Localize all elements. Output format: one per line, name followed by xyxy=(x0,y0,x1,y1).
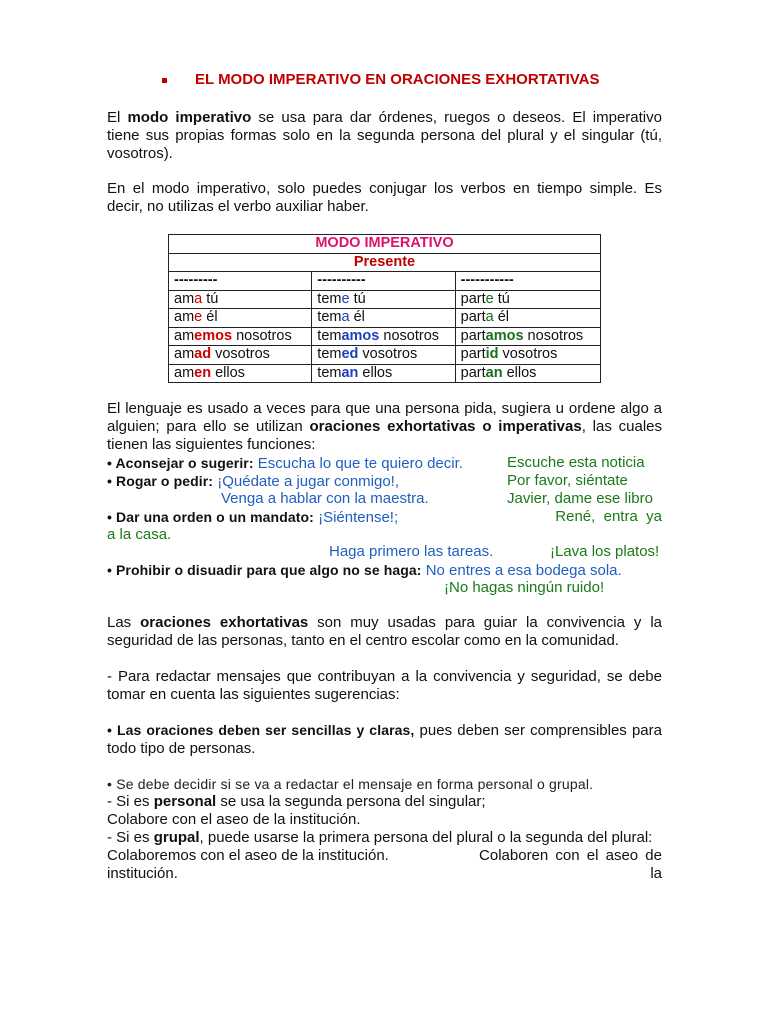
example-maestra: Venga a hablar con la maestra. xyxy=(221,490,429,507)
line-personal: - Si es personal se usa la segunda persona del singular; xyxy=(107,793,486,810)
paragraph-convivencia: Las oraciones exhortativas son muy usadas para guiar la convivencia y la seguridad de las personas, tanto en el centro escolar como en la comunidad. xyxy=(107,614,662,649)
table-cell: ame él xyxy=(169,309,312,328)
table-cell: partan ellos xyxy=(455,364,600,383)
table-cell: parta él xyxy=(455,309,600,328)
document-title xyxy=(162,71,599,88)
example-colaboren-cont: institución. xyxy=(107,865,178,882)
table-subtitle: Presente xyxy=(169,253,601,272)
line-grupal: - Si es grupal, puede usarse la primera persona del plural o la segunda del plural: xyxy=(107,829,653,846)
square-bullet-icon xyxy=(162,78,167,83)
table-cell: parte tú xyxy=(455,290,600,309)
example-escuche: Escuche esta noticia xyxy=(507,454,645,471)
example-sientate: Por favor, siéntate xyxy=(507,472,628,489)
paragraph-intro: El modo imperativo se usa para dar órdenes, ruegos o deseos. El imperativo tiene sus propias formas solo en la segunda persona del plural y el singular (tú, vosotros). xyxy=(107,109,662,162)
term-oraciones-exhortativas: oraciones exhortativas o imperativas xyxy=(309,418,582,435)
table-row xyxy=(169,364,601,383)
title-text: EL MODO IMPERATIVO EN ORACIONES EXHORTATIVAS xyxy=(195,71,600,88)
table-cell: amad vosotros xyxy=(169,346,312,365)
example-libro: Javier, dame ese libro xyxy=(507,490,653,507)
example-colabore: Colabore con el aseo de la institución. xyxy=(107,811,361,828)
term-modo-imperativo: modo imperativo xyxy=(127,109,252,126)
example-tareas: Haga primero las tareas. xyxy=(329,543,494,560)
table-cell: teman ellos xyxy=(312,364,455,383)
function-prohibir: • Prohibir o disuadir para que algo no se haga: No entres a esa bodega sola. xyxy=(107,562,622,579)
function-rogar: • Rogar o pedir: ¡Quédate a jugar conmigo!, xyxy=(107,473,400,490)
table-cell: ama tú xyxy=(169,290,312,309)
paragraph-tiempo-simple: En el modo imperativo, solo puedes conjugar los verbos en tiempo simple. Es decir, no utilizas el verbo auxiliar haber. xyxy=(107,180,662,215)
table-row xyxy=(169,327,601,346)
table-cell: amen ellos xyxy=(169,364,312,383)
suggestion-decidir: • Se debe decidir si se va a redactar el mensaje en forma personal o grupal. xyxy=(107,776,594,792)
table-row xyxy=(169,290,601,309)
term-oraciones-exhortativas-2: oraciones exhortativas xyxy=(140,614,309,631)
table-title: MODO IMPERATIVO xyxy=(169,235,601,254)
paragraph-sencillas: • Las oraciones deben ser sencillas y claras, pues deben ser comprensibles para todo tipo de personas. xyxy=(107,722,662,757)
table-cell: tema él xyxy=(312,309,455,328)
table-row: --------- ---------- ----------- xyxy=(169,272,601,291)
example-rene-cont: a la casa. xyxy=(107,526,172,543)
example-colaboremos: Colaboremos con el aseo de la institución. xyxy=(107,847,389,864)
paragraph-exhortativas-intro: El lenguaje es usado a veces para que una persona pida, sugiera u ordene algo a alguien; para ello se utilizan oraciones exhortativas o imperativas, las cuales tienen las siguientes funciones: xyxy=(107,400,662,453)
table-row xyxy=(169,309,601,328)
conjugation-table xyxy=(168,234,601,383)
table-row xyxy=(169,346,601,365)
example-rene: René, entra ya xyxy=(555,508,662,525)
example-platos: ¡Lava los platos! xyxy=(550,543,660,560)
function-aconsejar: • Aconsejar o sugerir: Escucha lo que te quiero decir. xyxy=(107,455,463,472)
table-cell: partamos nosotros xyxy=(455,327,600,346)
table-cell: partid vosotros xyxy=(455,346,600,365)
table-cell: amemos nosotros xyxy=(169,327,312,346)
table-cell: temed vosotros xyxy=(312,346,455,365)
example-colaboren: Colaboren con el aseo de la xyxy=(479,847,662,882)
table-cell: teme tú xyxy=(312,290,455,309)
table-cell: temamos nosotros xyxy=(312,327,455,346)
function-orden: • Dar una orden o un mandato: ¡Siéntense!; xyxy=(107,509,399,526)
paragraph-sugerencias: - Para redactar mensajes que contribuyan a la convivencia y seguridad, se debe tomar en cuenta las siguientes sugerencias: xyxy=(107,668,662,703)
example-ruido: ¡No hagas ningún ruido! xyxy=(444,579,605,596)
